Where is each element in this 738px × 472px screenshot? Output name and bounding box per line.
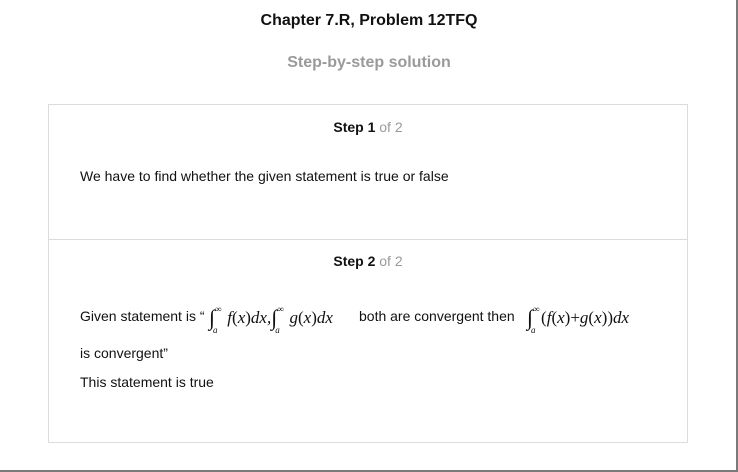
statement-line-2: is convergent” — [80, 345, 168, 361]
step-2-count: of 2 — [379, 253, 403, 269]
step-1-text: We have to find whether the given statement is true or false — [80, 168, 449, 184]
step-1-header — [49, 119, 687, 135]
step-1-panel — [49, 105, 687, 240]
step-1-count: of 2 — [379, 119, 403, 135]
chapter-title: Chapter 7.R, Problem 12TFQ — [260, 12, 478, 29]
solution-box — [48, 104, 688, 443]
step-2-label: Step 2 — [333, 253, 376, 269]
step-1-label: Step 1 — [333, 119, 376, 135]
statement-prefix: Given statement is “ — [80, 308, 205, 324]
statement-middle: both are convergent then — [359, 308, 515, 324]
integral-expression-1: ∫ ∞ a f(x)dx,∫ ∞ a g(x)dx — [209, 304, 333, 336]
step-2-panel — [49, 239, 687, 443]
conclusion-text: This statement is true — [80, 374, 214, 390]
integral-expression-2: ∫ ∞ a (f(x)+g(x))dx — [527, 304, 630, 336]
solution-subtitle: Step-by-step solution — [287, 54, 451, 71]
step-2-header — [49, 253, 687, 269]
